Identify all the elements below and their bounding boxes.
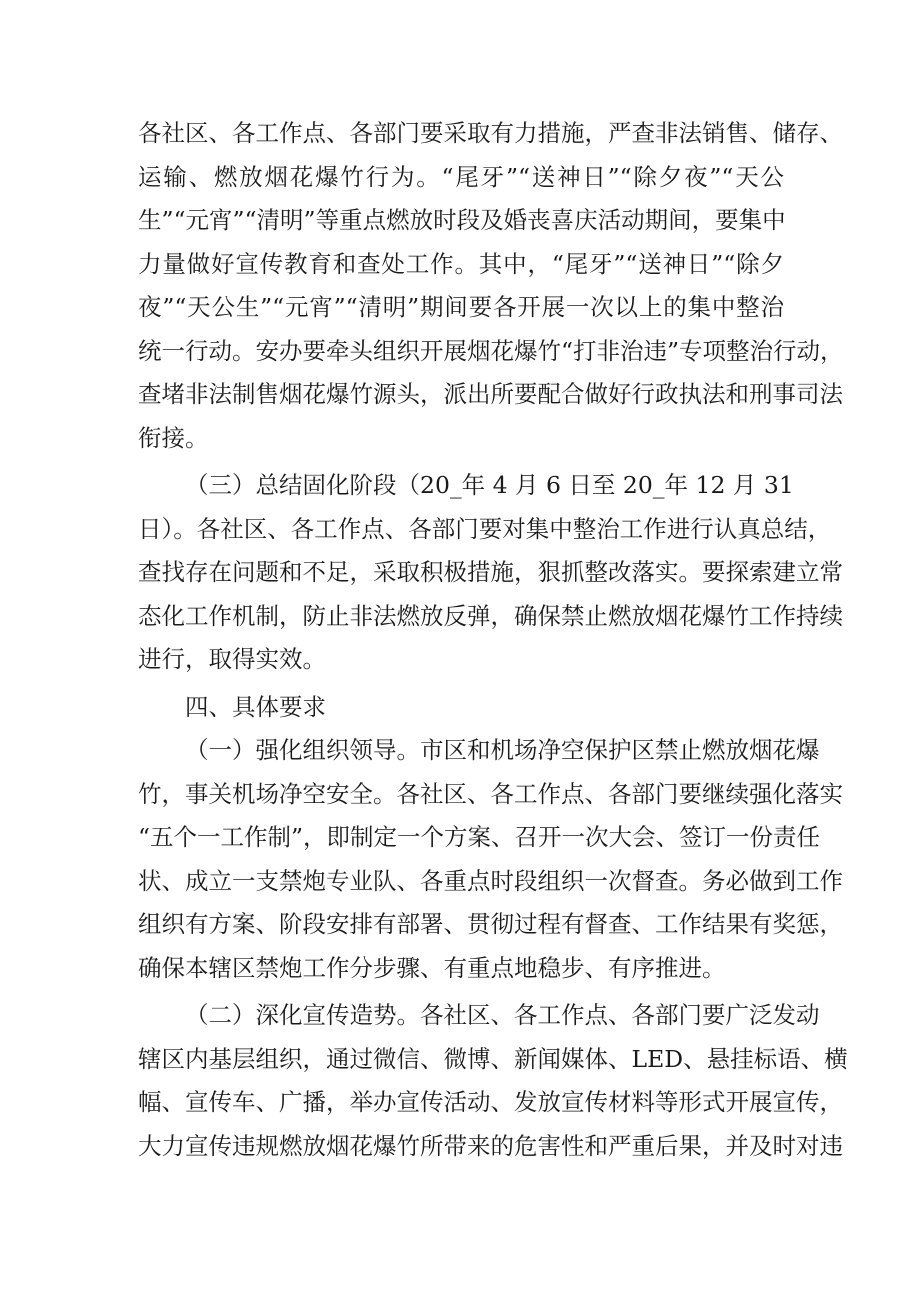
- text-line: 竹，事关机场净空安全。各社区、各工作点、各部门要继续强化落实: [138, 779, 843, 808]
- text-line: “五个一工作制”，即制定一个方案、召开一次大会、签订一份责任: [138, 823, 821, 851]
- text-line: （一）强化组织领导。市区和机场净空保护区禁止燃放烟花爆: [185, 736, 820, 764]
- text-line: 日）。各社区、各工作点、各部门要对集中整治工作进行认真总结，: [138, 514, 832, 543]
- paragraph-consolidation-stage: [138, 464, 843, 682]
- text-line: 各社区、各工作点、各部门要采取有力措施，严查非法销售、储存、: [138, 119, 843, 147]
- text-line: （三）总结固化阶段（20_年 4 月 6 日至 20_年 12 月 31: [185, 471, 794, 499]
- text-line: 组织有方案、阶段安排有部署、贯彻过程有督查、工作结果有奖惩，: [138, 910, 843, 938]
- text-line: 生”“元宵”“清明”等重点燃放时段及婚丧喜庆活动期间，要集中: [138, 206, 786, 234]
- text-line: 夜”“天公生”“元宵”“清明”期间要各开展一次以上的集中整治: [138, 293, 784, 321]
- text-line: 幅、宣传车、广播，举办宣传活动、发放宣传材料等形式开展宣传，: [138, 1088, 843, 1116]
- text-line: 状、成立一支禁炮专业队、各重点时段组织一次督查。务必做到工作: [138, 866, 843, 895]
- text-line: 大力宣传违规燃放烟花爆竹所带来的危害性和严重后果，并及时对违: [138, 1131, 843, 1160]
- paragraph-publicity: [138, 994, 848, 1168]
- text-line: 辖区内基层组织，通过微信、微博、新闻媒体、LED、悬挂标语、横: [138, 1044, 848, 1073]
- section-heading: 四、具体要求: [185, 692, 326, 721]
- text-line: 运输、燃放烟花爆竹行为。“尾牙”“送神日”“除夕夜”“天公: [138, 162, 784, 191]
- text-line: 查堵非法制售烟花爆竹源头，派出所要配合做好行政执法和刑事司法: [138, 380, 843, 408]
- document-body: [138, 112, 848, 1168]
- text-line: 确保本辖区禁炮工作分步骤、有重点地稳步、有序推进。: [138, 953, 726, 982]
- text-line: 统一行动。安办要牵头组织开展烟花爆竹“打非治违”专项整治行动，: [138, 336, 844, 365]
- text-line: 衔接。: [138, 423, 209, 452]
- text-line: 进行，取得实效。: [138, 645, 326, 673]
- paragraph-enforcement: [138, 112, 844, 460]
- text-line: 态化工作机制，防止非法燃放反弹，确保禁止燃放烟花爆竹工作持续: [138, 601, 843, 630]
- text-line: （二）深化宣传造势。各社区、各工作点、各部门要广泛发动: [185, 1001, 820, 1029]
- section-heading-requirements: [138, 686, 784, 730]
- text-line: 查找存在问题和不足，采取积极措施，狠抓整改落实。要探索建立常: [138, 558, 843, 586]
- text-line: 力量做好宣传教育和查处工作。其中，“尾牙”“送神日”“除夕: [138, 249, 784, 278]
- paragraph-organization-leadership: [138, 729, 843, 990]
